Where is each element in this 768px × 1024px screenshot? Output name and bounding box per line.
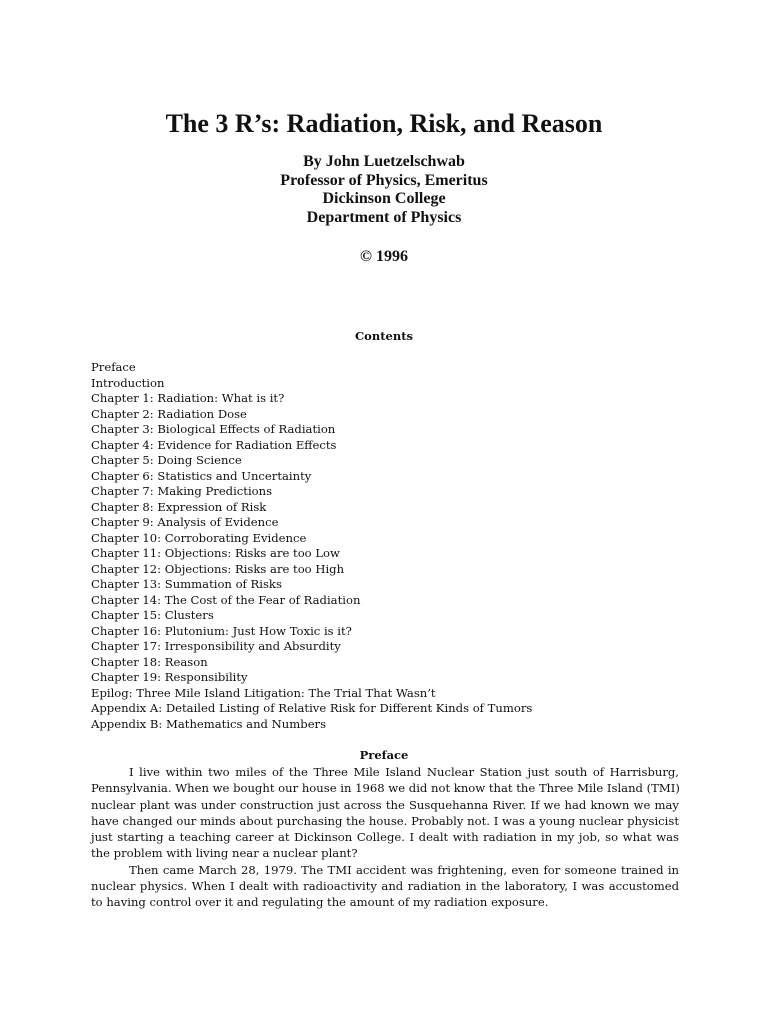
toc-item-chapter-9: Chapter 9: Analysis of Evidence [91, 515, 279, 529]
preface-body [91, 764, 679, 911]
toc-item-chapter-7: Chapter 7: Making Predictions [91, 484, 273, 498]
contents-heading: Contents [355, 329, 413, 343]
author-block [0, 153, 768, 228]
toc-item-chapter-11: Chapter 11: Objections: Risks are too Low [91, 546, 340, 560]
preface-line: nuclear plant was under construction just across the Susquehanna River. If we had known we may [91, 797, 679, 812]
toc-item-appendix-b: Appendix B: Mathematics and Numbers [91, 716, 327, 731]
author-name: By John Luetzelschwab [303, 153, 465, 170]
author-position: Professor of Physics, Emeritus [280, 171, 488, 189]
toc-item-chapter-2: Chapter 2: Radiation Dose [91, 406, 247, 421]
toc-item-chapter-14: Chapter 14: The Cost of the Fear of Radiation [91, 592, 361, 607]
toc-item-chapter-3: Chapter 3: Biological Effects of Radiation [91, 422, 336, 436]
toc-item-introduction: Introduction [91, 375, 165, 390]
toc-item-chapter-13: Chapter 13: Summation of Risks [91, 577, 282, 591]
preface-line: just starting a teaching career at Dickinson College. I dealt with radiation in my job, so what was [91, 830, 679, 845]
preface-line: the problem with living near a nuclear plant? [91, 846, 358, 861]
toc-item-chapter-18: Chapter 18: Reason [91, 654, 208, 669]
toc-item-chapter-5: Chapter 5: Doing Science [91, 453, 242, 467]
author-institution: Dickinson College [322, 190, 446, 208]
toc-item-chapter-17: Chapter 17: Irresponsibility and Absurdity [91, 639, 341, 653]
preface-line: Pennsylvania. When we bought our house in 1968 we did not know that the Three Mile Island (TMI) [91, 781, 680, 796]
toc-item-chapter-6: Chapter 6: Statistics and Uncertainty [91, 468, 312, 483]
toc-item-preface: Preface [91, 360, 136, 374]
preface-line: I live within two miles of the Three Mile Island Nuclear Station just south of Harrisburg, [129, 765, 679, 779]
toc-item-chapter-8: Chapter 8: Expression of Risk [91, 499, 267, 514]
preface-line: nuclear physics. When I dealt with radioactivity and radiation in the laboratory, I was accustomed [91, 879, 679, 894]
preface-line: Then came March 28, 1979. The TMI accident was frightening, even for someone trained in [129, 862, 679, 877]
toc-item-chapter-4: Chapter 4: Evidence for Radiation Effects [91, 437, 337, 452]
toc-item-chapter-10: Chapter 10: Corroborating Evidence [91, 530, 307, 545]
toc-item-chapter-16: Chapter 16: Plutonium: Just How Toxic is it? [91, 623, 352, 638]
toc-item-chapter-15: Chapter 15: Clusters [91, 608, 214, 622]
toc-item-appendix-a: Appendix A: Detailed Listing of Relative Risk for Different Kinds of Tumors [91, 701, 533, 715]
toc-item-epilog: Epilog: Three Mile Island Litigation: The Trial That Wasn’t [91, 685, 436, 700]
table-of-contents [91, 360, 532, 732]
document-title: The 3 R’s: Radiation, Risk, and Reason [165, 109, 603, 138]
preface-line: to having control over it and regulating the amount of my radiation exposure. [91, 895, 549, 910]
copyright-notice: © 1996 [360, 248, 408, 265]
toc-item-chapter-19: Chapter 19: Responsibility [91, 670, 248, 684]
preface-heading: Preface [359, 748, 409, 762]
author-department: Department of Physics [306, 209, 462, 227]
preface-line: have changed our minds about purchasing the house. Probably not. I was a young nuclear physicist [91, 813, 679, 828]
toc-item-chapter-12: Chapter 12: Objections: Risks are too High [91, 561, 345, 576]
toc-item-chapter-1: Chapter 1: Radiation: What is it? [91, 391, 285, 405]
